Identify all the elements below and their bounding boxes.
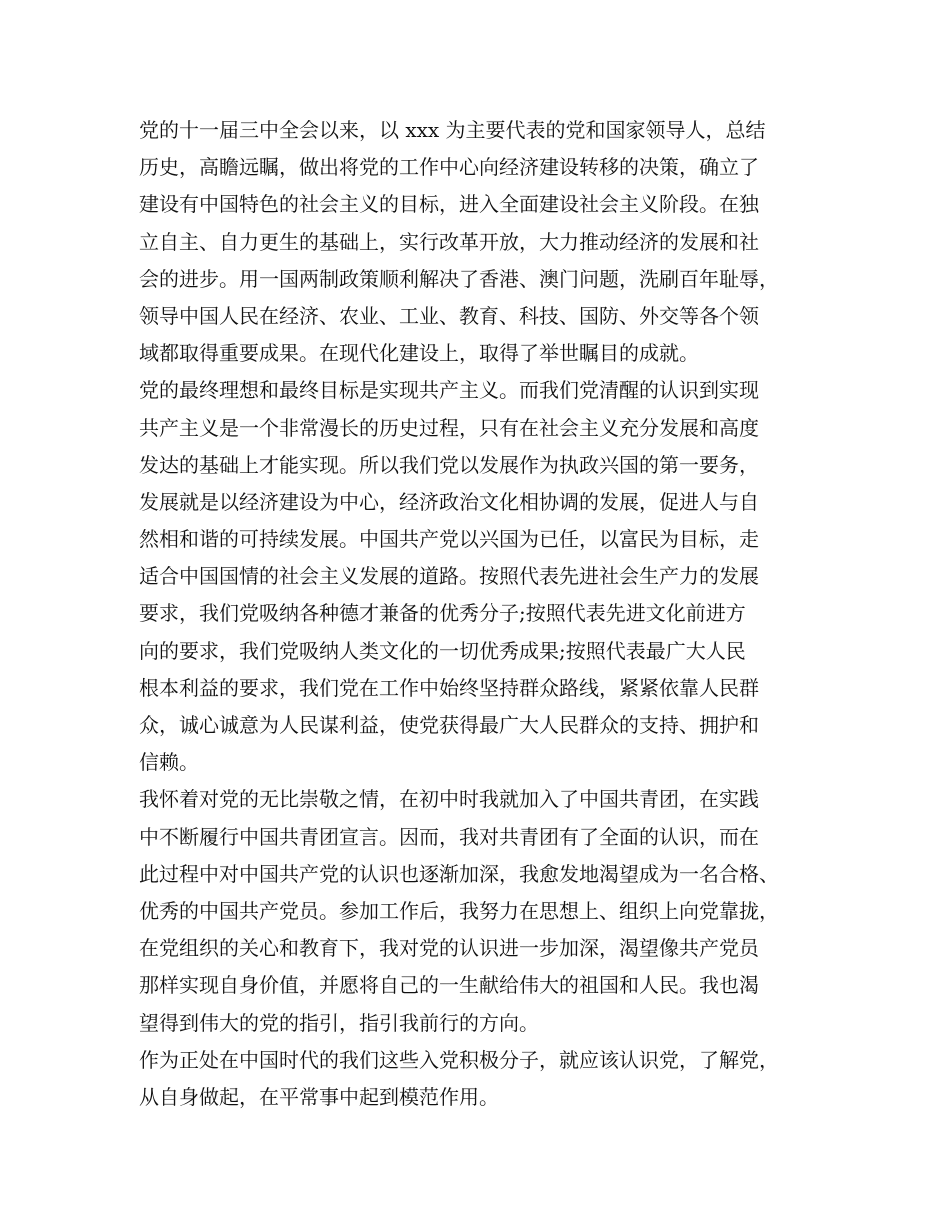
text-line: 会的进步。用一国两制政策顺利解决了香港、澳门问题，洗刷百年耻辱，: [139, 266, 779, 291]
text-line: 优秀的中国共产党员。参加工作后，我努力在思想上、组织上向党靠拢，: [139, 898, 779, 923]
text-line: 历史，高瞻远瞩，做出将党的工作中心向经济建设转移的决策，确立了: [139, 155, 759, 180]
text-line: 发达的基础上才能实现。所以我们党以发展作为执政兴国的第一要务，: [139, 452, 759, 477]
text-line: 建设有中国特色的社会主义的目标，进入全面建设社会主义阶段。在独: [139, 192, 759, 217]
text-line: 我怀着对党的无比崇敬之情，在初中时我就加入了中国共青团，在实践: [139, 787, 759, 812]
text-line: 信赖。: [139, 750, 199, 775]
text-line: 那样实现自身价值，并愿将自己的一生献给伟大的祖国和人民。我也渴: [139, 973, 759, 998]
text-line: 党的最终理想和最终目标是实现共产主义。而我们党清醒的认识到实现: [139, 378, 759, 403]
text-line: 要求，我们党吸纳各种德才兼备的优秀分子;按照代表先进文化前进方: [139, 601, 746, 626]
text-line: 向的要求，我们党吸纳人类文化的一切优秀成果;按照代表最广大人民: [139, 638, 746, 663]
text-line: 然相和谐的可持续发展。中国共产党以兴国为已任，以富民为目标，走: [139, 527, 759, 552]
text-line: 立自主、自力更生的基础上，实行改革开放，大力推动经济的发展和社: [139, 229, 759, 254]
text-line: 此过程中对中国共产党的认识也逐渐加深，我愈发地渴望成为一名合格、: [139, 861, 779, 886]
text-line: 适合中国国情的社会主义发展的道路。按照代表先进社会生产力的发展: [139, 564, 759, 589]
text-line: 中不断履行中国共青团宣言。因而，我对共青团有了全面的认识，而在: [139, 824, 759, 849]
text-line: 望得到伟大的党的指引，指引我前行的方向。: [139, 1010, 539, 1035]
text-line: 从自身做起，在平常事中起到模范作用。: [139, 1084, 499, 1109]
text-line: 根本利益的要求，我们党在工作中始终坚持群众路线，紧紧依靠人民群: [139, 675, 759, 700]
text-line: 众，诚心诚意为人民谋利益，使党获得最广大人民群众的支持、拥护和: [139, 713, 759, 737]
body-text: [139, 112, 829, 1116]
text-line: 作为正处在中国时代的我们这些入党积极分子，就应该认识党，了解党，: [139, 1047, 779, 1072]
text-line: 域都取得重要成果。在现代化建设上，取得了举世瞩目的成就。: [139, 341, 699, 366]
text-line: 在党组织的关心和教育下，我对党的认识进一步加深，渴望像共产党员: [139, 936, 759, 961]
text-line: 领导中国人民在经济、农业、工业、教育、科技、国防、外交等各个领: [139, 303, 759, 328]
text-line: 党的十一届三中全会以来，以 xxx 为主要代表的党和国家领导人，总结: [139, 118, 766, 142]
text-line: 发展就是以经济建设为中心，经济政治文化相协调的发展，促进人与自: [139, 489, 759, 514]
text-line: 共产主义是一个非常漫长的历史过程，只有在社会主义充分发展和高度: [139, 415, 759, 440]
